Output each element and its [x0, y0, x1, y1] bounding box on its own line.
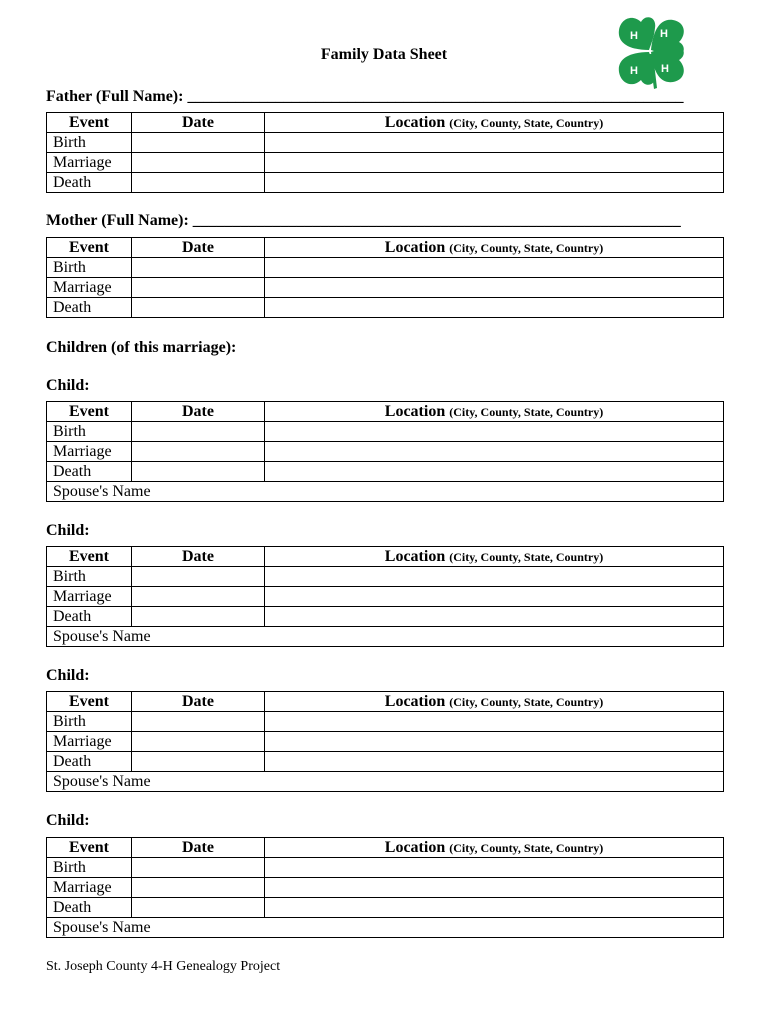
location-cell[interactable] — [265, 878, 724, 898]
page-title: Family Data Sheet — [320, 46, 448, 63]
date-cell[interactable] — [132, 752, 265, 772]
date-cell[interactable] — [132, 173, 265, 193]
date-cell[interactable] — [132, 567, 265, 587]
footer-text: St. Joseph County 4-H Genealogy Project — [46, 959, 281, 974]
date-cell[interactable] — [132, 153, 265, 173]
event-label: Death — [47, 173, 132, 193]
father-events-table — [46, 112, 724, 193]
date-cell[interactable] — [132, 878, 265, 898]
event-label: Birth — [47, 712, 132, 732]
location-cell[interactable] — [265, 278, 724, 298]
event-label: Birth — [47, 133, 132, 153]
svg-text:H: H — [630, 65, 638, 77]
spouse-name-field[interactable]: Spouse's Name — [47, 627, 724, 647]
date-cell[interactable] — [132, 298, 265, 318]
location-header: Location (City, County, State, Country) — [265, 113, 724, 133]
location-cell[interactable] — [265, 442, 724, 462]
location-cell[interactable] — [265, 607, 724, 627]
event-label: Marriage — [47, 878, 132, 898]
event-label: Birth — [47, 258, 132, 278]
event-label: Marriage — [47, 587, 132, 607]
location-cell[interactable] — [265, 858, 724, 878]
location-header: Location (City, County, State, Country) — [265, 838, 724, 858]
date-cell[interactable] — [132, 422, 265, 442]
date-header: Date — [132, 402, 265, 422]
children-heading: Children (of this marriage): — [46, 339, 237, 356]
event-label: Marriage — [47, 153, 132, 173]
event-header: Event — [47, 238, 132, 258]
event-header: Event — [47, 547, 132, 567]
event-label: Death — [47, 898, 132, 918]
date-cell[interactable] — [132, 712, 265, 732]
event-label: Death — [47, 298, 132, 318]
date-header: Date — [132, 692, 265, 712]
date-header: Date — [132, 838, 265, 858]
date-cell[interactable] — [132, 732, 265, 752]
event-header: Event — [47, 838, 132, 858]
event-label: Death — [47, 607, 132, 627]
location-cell[interactable] — [265, 258, 724, 278]
event-label: Marriage — [47, 442, 132, 462]
date-cell[interactable] — [132, 133, 265, 153]
location-header: Location (City, County, State, Country) — [265, 547, 724, 567]
clover-logo-icon — [611, 12, 689, 92]
date-cell[interactable] — [132, 587, 265, 607]
child-label: Child: — [46, 812, 90, 829]
location-cell[interactable] — [265, 712, 724, 732]
child-events-table — [46, 546, 724, 647]
spouse-name-field[interactable]: Spouse's Name — [47, 918, 724, 938]
date-header: Date — [132, 113, 265, 133]
location-cell[interactable] — [265, 732, 724, 752]
location-cell[interactable] — [265, 898, 724, 918]
mother-events-table — [46, 237, 724, 318]
child-events-table — [46, 691, 724, 792]
location-cell[interactable] — [265, 298, 724, 318]
event-header: Event — [47, 692, 132, 712]
mother-name-field[interactable]: Mother (Full Name): _____________________________________________________________ — [46, 212, 681, 229]
spouse-name-field[interactable]: Spouse's Name — [47, 772, 724, 792]
date-cell[interactable] — [132, 898, 265, 918]
svg-text:H: H — [630, 30, 638, 42]
date-cell[interactable] — [132, 278, 265, 298]
child-events-table — [46, 401, 724, 502]
child-label: Child: — [46, 522, 90, 539]
child-events-table — [46, 837, 724, 938]
date-cell[interactable] — [132, 462, 265, 482]
location-cell[interactable] — [265, 422, 724, 442]
location-cell[interactable] — [265, 133, 724, 153]
date-cell[interactable] — [132, 858, 265, 878]
event-label: Marriage — [47, 278, 132, 298]
event-label: Marriage — [47, 732, 132, 752]
location-cell[interactable] — [265, 587, 724, 607]
date-cell[interactable] — [132, 258, 265, 278]
event-label: Death — [47, 752, 132, 772]
spouse-name-field[interactable]: Spouse's Name — [47, 482, 724, 502]
father-name-field[interactable]: Father (Full Name): ______________________________________________________________ — [46, 88, 684, 105]
location-header: Location (City, County, State, Country) — [265, 692, 724, 712]
event-label: Death — [47, 462, 132, 482]
svg-text:H: H — [661, 63, 669, 75]
date-header: Date — [132, 547, 265, 567]
location-header: Location (City, County, State, Country) — [265, 238, 724, 258]
event-label: Birth — [47, 567, 132, 587]
child-label: Child: — [46, 377, 90, 394]
child-label: Child: — [46, 667, 90, 684]
location-cell[interactable] — [265, 462, 724, 482]
location-header: Location (City, County, State, Country) — [265, 402, 724, 422]
location-cell[interactable] — [265, 567, 724, 587]
date-cell[interactable] — [132, 442, 265, 462]
date-cell[interactable] — [132, 607, 265, 627]
event-label: Birth — [47, 858, 132, 878]
event-label: Birth — [47, 422, 132, 442]
event-header: Event — [47, 402, 132, 422]
svg-text:H: H — [660, 28, 668, 40]
location-cell[interactable] — [265, 173, 724, 193]
location-cell[interactable] — [265, 752, 724, 772]
location-cell[interactable] — [265, 153, 724, 173]
event-header: Event — [47, 113, 132, 133]
date-header: Date — [132, 238, 265, 258]
